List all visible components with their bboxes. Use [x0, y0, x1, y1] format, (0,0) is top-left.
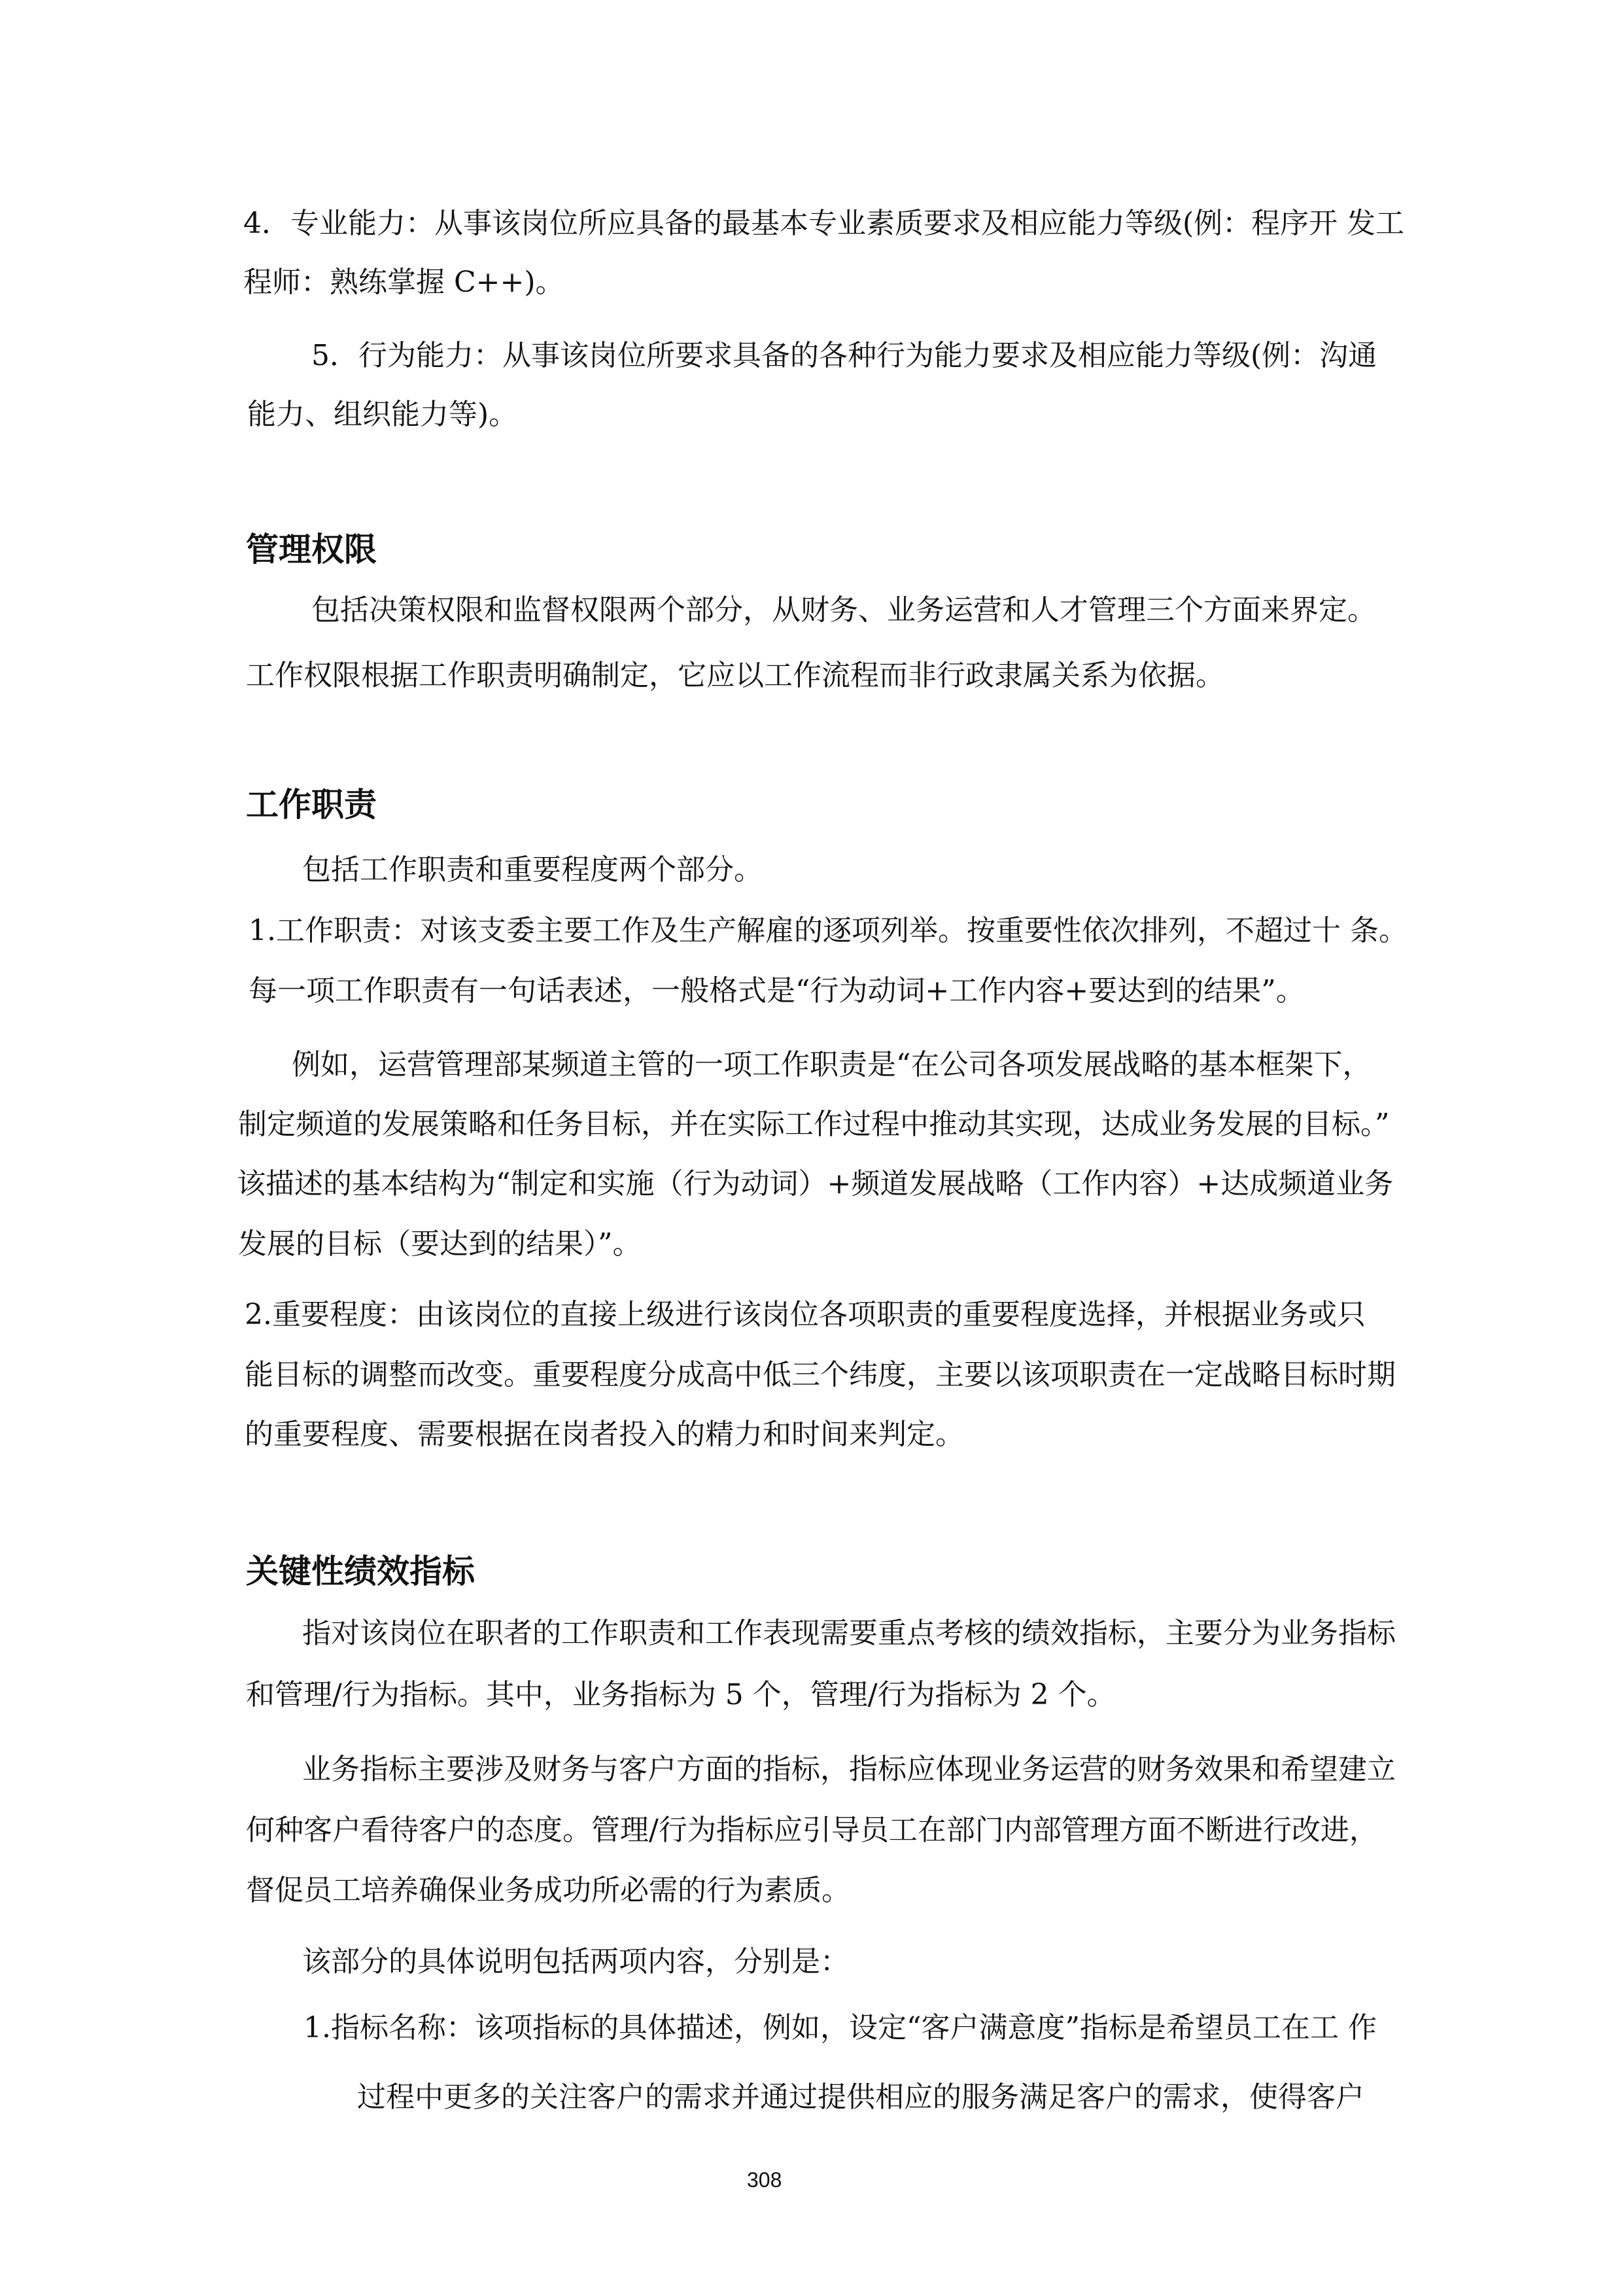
- section-title-kpi: 关键性绩效指标: [246, 1552, 475, 1590]
- kpi-para1-line2: 和管理/行为指标。其中，业务指标为 5 个，管理/行为指标为 2 个。: [246, 1678, 1116, 1711]
- job-duties-item2-line2: 能目标的调整而改变。重要程度分成高中低三个纬度，主要以该项职责在一定战略目标时期: [245, 1358, 1396, 1392]
- job-duties-example-line2: 制定频道的发展策略和任务目标，并在实际工作过程中推动其实现，达成业务发展的目标。”: [238, 1108, 1390, 1141]
- management-authority-line2: 工作权限根据工作职责明确制定，它应以工作流程而非行政隶属关系为依据。: [246, 659, 1224, 692]
- kpi-item1-line2: 过程中更多的关注客户的需求并通过提供相应的服务满足客户的需求，使得客户: [357, 2080, 1364, 2114]
- job-duties-item1-line2: 每一项工作职责有一句话表述，一般格式是“行为动词+工作内容+要达到的结果”。: [249, 974, 1305, 1007]
- competency-item4-line1: 4．专业能力：从事该岗位所应具备的最基本专业素质要求及相应能力等级(例：程序开 发工: [243, 207, 1405, 240]
- kpi-para2-line1: 业务指标主要涉及财务与客户方面的指标，指标应体现业务运营的财务效果和希望建立: [302, 1753, 1396, 1786]
- job-duties-item2-line1: 2.重要程度：由该岗位的直接上级进行该岗位各项职责的重要程度选择，并根据业务或只: [245, 1298, 1366, 1331]
- section-title-job-duties: 工作职责: [246, 786, 377, 824]
- kpi-item1-line1: 1.指标名称：该项指标的具体描述，例如，设定“客户满意度”指标是希望员工在工 作: [303, 2011, 1377, 2044]
- job-duties-example-line4: 发展的目标（要达到的结果）”。: [238, 1227, 642, 1261]
- competency-item5-line2: 能力、组织能力等)。: [247, 398, 518, 431]
- kpi-para3: 该部分的具体说明包括两项内容，分别是：: [302, 1945, 849, 1978]
- page-number: 308: [747, 2168, 782, 2192]
- kpi-para2-line2: 何种客户看待客户的态度。管理/行为指标应引导员工在部门内部管理方面不断进行改进，: [246, 1813, 1378, 1847]
- job-duties-example-line3: 该描述的基本结构为“制定和实施（行为动词）+频道发展战略（工作内容）+达成频道业务: [237, 1167, 1394, 1200]
- management-authority-line1: 包括决策权限和监督权限两个部分，从财务、业务运营和人才管理三个方面来界定。: [311, 593, 1376, 627]
- job-duties-example-line1: 例如，运营管理部某频道主管的一项工作职责是“在公司各项发展战略的基本框架下，: [292, 1048, 1372, 1081]
- kpi-para2-line3: 督促员工培养确保业务成功所必需的行为素质。: [246, 1874, 850, 1907]
- job-duties-item1-line1: 1.工作职责：对该支委主要工作及生产解雇的逐项列举。按重要性依次排列，不超过十 条。: [249, 914, 1408, 947]
- job-duties-item2-line3: 的重要程度、需要根据在岗者投入的精力和时间来判定。: [245, 1418, 964, 1451]
- kpi-para1-line1: 指对该岗位在职者的工作职责和工作表现需要重点考核的绩效指标，主要分为业务指标: [302, 1617, 1396, 1650]
- competency-item4-line2: 程师：熟练掌握 C++)。: [243, 266, 564, 299]
- job-duties-intro: 包括工作职责和重要程度两个部分。: [302, 853, 763, 886]
- section-title-management-authority: 管理权限: [246, 531, 377, 569]
- competency-item5-line1: 5．行为能力：从事该岗位所要求具备的各种行为能力要求及相应能力等级(例：沟通: [311, 339, 1377, 372]
